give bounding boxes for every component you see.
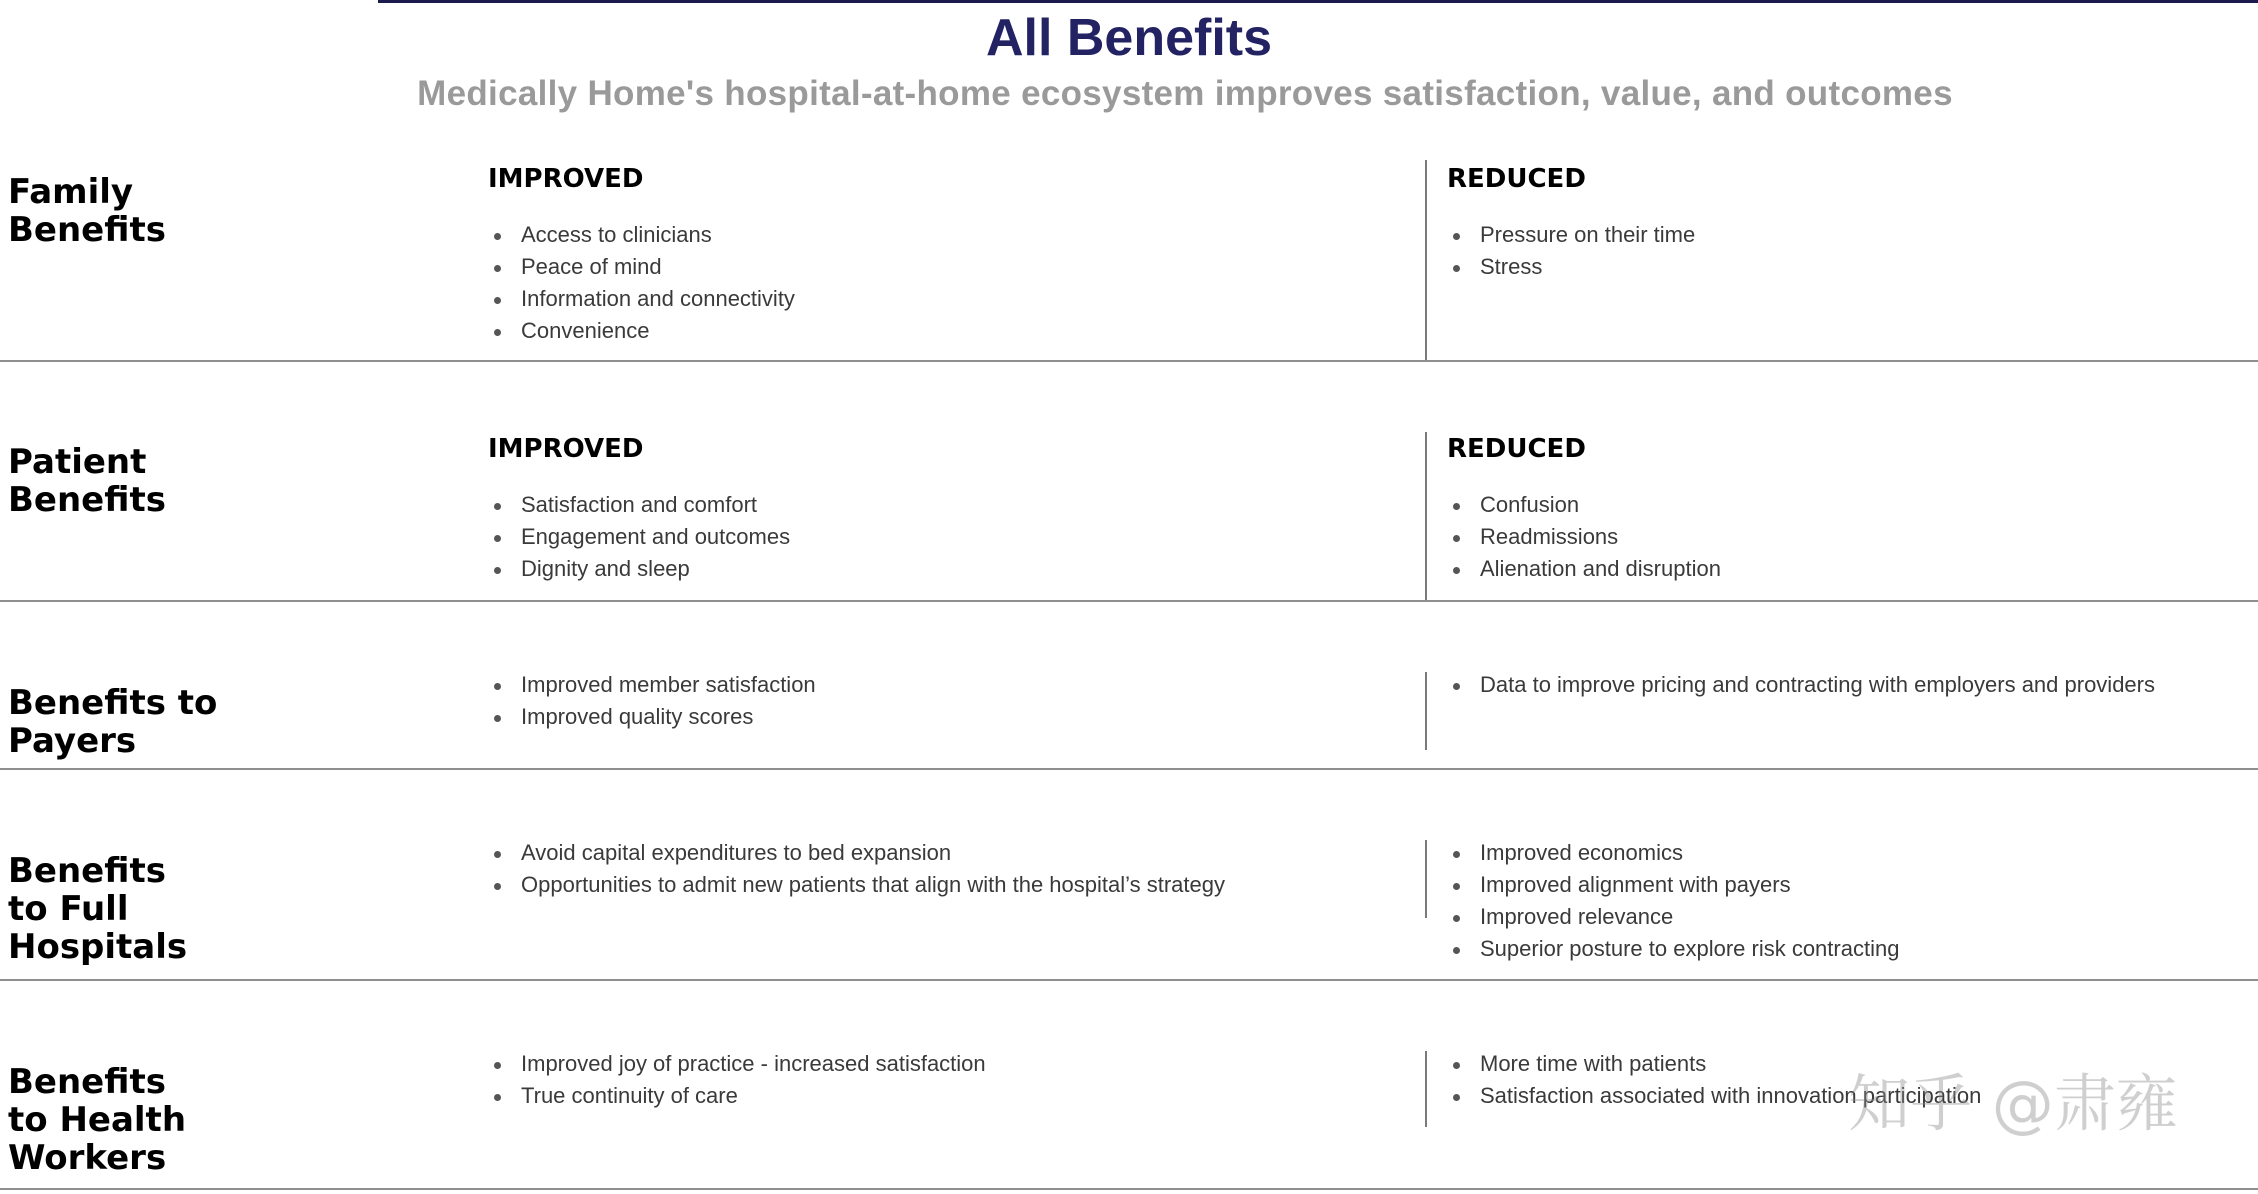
column-divider [1425,1051,1427,1127]
improved-list [488,219,795,347]
left-list [488,669,816,733]
reduced-heading: REDUCED [1447,164,1586,194]
list-item: Confusion [1447,489,1721,521]
list-item: Superior posture to explore risk contracting [1447,933,1899,965]
list-item: Satisfaction and comfort [488,489,790,521]
list-item: Improved alignment with payers [1447,869,1899,901]
section-title: Benefits to Full Hospitals [8,851,188,967]
improved-heading: IMPROVED [488,164,644,194]
reduced-list [1447,219,1695,283]
right-list [1447,669,2155,701]
improved-list [488,489,790,585]
list-item: Convenience [488,315,795,347]
list-item: Access to clinicians [488,219,795,251]
list-item: Improved member satisfaction [488,669,816,701]
left-list [488,837,1225,901]
list-item: Data to improve pricing and contracting with employers and providers [1447,669,2155,701]
improved-heading: IMPROVED [488,434,644,464]
column-divider [1425,672,1427,750]
list-item: Stress [1447,251,1695,283]
list-item: More time with patients [1447,1048,1981,1080]
column-divider [1425,432,1427,602]
list-item: Improved quality scores [488,701,816,733]
section-payers [0,602,2258,770]
list-item: True continuity of care [488,1080,986,1112]
section-health-workers [0,981,2258,1190]
list-item: Readmissions [1447,521,1721,553]
page-title: All Benefits [985,9,1273,67]
list-item: Engagement and outcomes [488,521,790,553]
list-item: Alienation and disruption [1447,553,1721,585]
list-item: Avoid capital expenditures to bed expansion [488,837,1225,869]
reduced-list [1447,489,1721,585]
list-item: Peace of mind [488,251,795,283]
section-title: Benefits to Payers [8,683,218,761]
list-item: Information and connectivity [488,283,795,315]
list-item: Improved joy of practice - increased satisfaction [488,1048,986,1080]
column-divider [1425,840,1427,918]
section-patient-benefits [0,362,2258,602]
list-item: Pressure on their time [1447,219,1695,251]
reduced-heading: REDUCED [1447,434,1586,464]
left-list [488,1048,986,1112]
right-list [1447,1048,1981,1112]
list-item: Dignity and sleep [488,553,790,585]
section-separator [0,1188,2258,1190]
section-title: Patient Benefits [8,442,166,520]
right-list [1447,837,1899,965]
list-item: Satisfaction associated with innovation participation [1447,1080,1981,1112]
column-divider [1425,160,1427,360]
section-hospitals [0,770,2258,981]
list-item: Opportunities to admit new patients that align with the hospital’s strategy [488,869,1225,901]
section-title: Benefits to Health Workers [8,1062,187,1178]
section-family-benefits [0,0,2258,362]
page-subtitle: Medically Home's hospital-at-home ecosystem improves satisfaction, value, and outcomes [417,74,1953,113]
list-item: Improved economics [1447,837,1899,869]
section-title: Family Benefits [8,172,166,250]
watermark: 知乎 @肃雍 [1848,1067,2178,1140]
list-item: Improved relevance [1447,901,1899,933]
